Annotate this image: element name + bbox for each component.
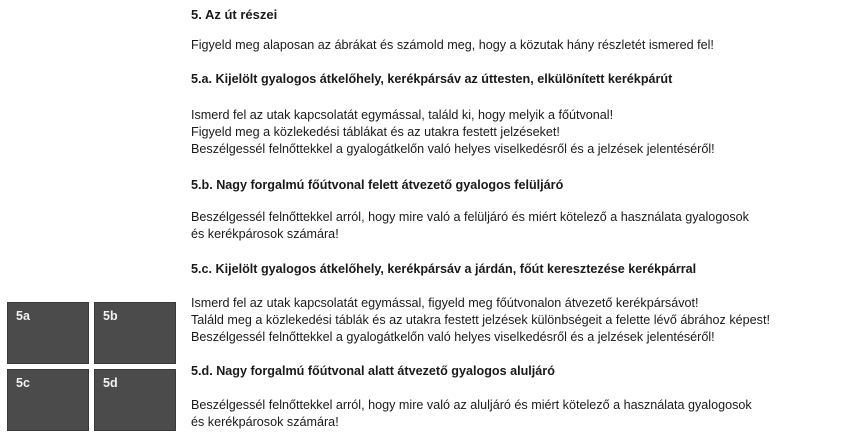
section-body-5d	[191, 397, 752, 431]
section-body-5b	[191, 209, 749, 243]
body-line: Találd meg a közlekedési táblák és az utakra festett jelzések különbségeit a felette lévő ábrához képest!	[191, 313, 770, 327]
thumbnail-label: 5d	[103, 376, 118, 390]
body-line: Figyeld meg a közlekedési táblákat és az utakra festett jelzéseket!	[191, 125, 560, 139]
section-body-5a	[191, 107, 715, 158]
thumbnail-5d	[94, 369, 176, 431]
thumbnail-5a	[7, 302, 89, 364]
section-heading-5c: 5.c. Kijelölt gyalogos átkelőhely, kerékpársáv a járdán, főút keresztezése kerékpárral	[191, 262, 697, 276]
page-title: 5. Az út részei	[191, 7, 278, 22]
thumbnail-5c	[7, 369, 89, 431]
intro-text: Figyeld meg alaposan az ábrákat és számold meg, hogy a közutak hány részletét ismered fel!	[191, 38, 714, 52]
body-line: Beszélgessél felnőttekkel arról, hogy mire való az aluljáró és miért kötelező a használata gyalogosok	[191, 398, 752, 412]
body-line: Ismerd fel az utak kapcsolatát egymással, figyeld meg főútvonalon átvezető kerékpársávot!	[191, 296, 699, 310]
thumbnail-grid	[7, 302, 178, 435]
section-heading-5a: 5.a. Kijelölt gyalogos átkelőhely, kerékpársáv az úttesten, elkülönített kerékpárút	[191, 72, 673, 86]
thumbnail-label: 5b	[103, 309, 118, 323]
section-body-5c	[191, 295, 770, 346]
thumbnail-label: 5a	[16, 309, 30, 323]
section-heading-5d: 5.d. Nagy forgalmú főútvonal alatt átvezető gyalogos aluljáró	[191, 364, 555, 378]
body-line: Beszélgessél felnőttekkel a gyalogátkelőn való helyes viselkedésről és a jelzések jelentéséről!	[191, 142, 715, 156]
body-line: Beszélgessél felnőttekkel a gyalogátkelőn való helyes viselkedésről és a jelzések jelentéséről!	[191, 330, 715, 344]
body-line: és kerékpárosok számára!	[191, 227, 339, 241]
thumbnail-5b	[94, 302, 176, 364]
section-heading-5b: 5.b. Nagy forgalmú főútvonal felett átvezető gyalogos felüljáró	[191, 178, 564, 192]
thumbnail-label: 5c	[16, 376, 30, 390]
body-line: Ismerd fel az utak kapcsolatát egymással, találd ki, hogy melyik a főútvonal!	[191, 108, 614, 122]
body-line: és kerékpárosok számára!	[191, 415, 339, 429]
body-line: Beszélgessél felnőttekkel arról, hogy mire való a felüljáró és miért kötelező a használata gyalogosok	[191, 210, 749, 224]
